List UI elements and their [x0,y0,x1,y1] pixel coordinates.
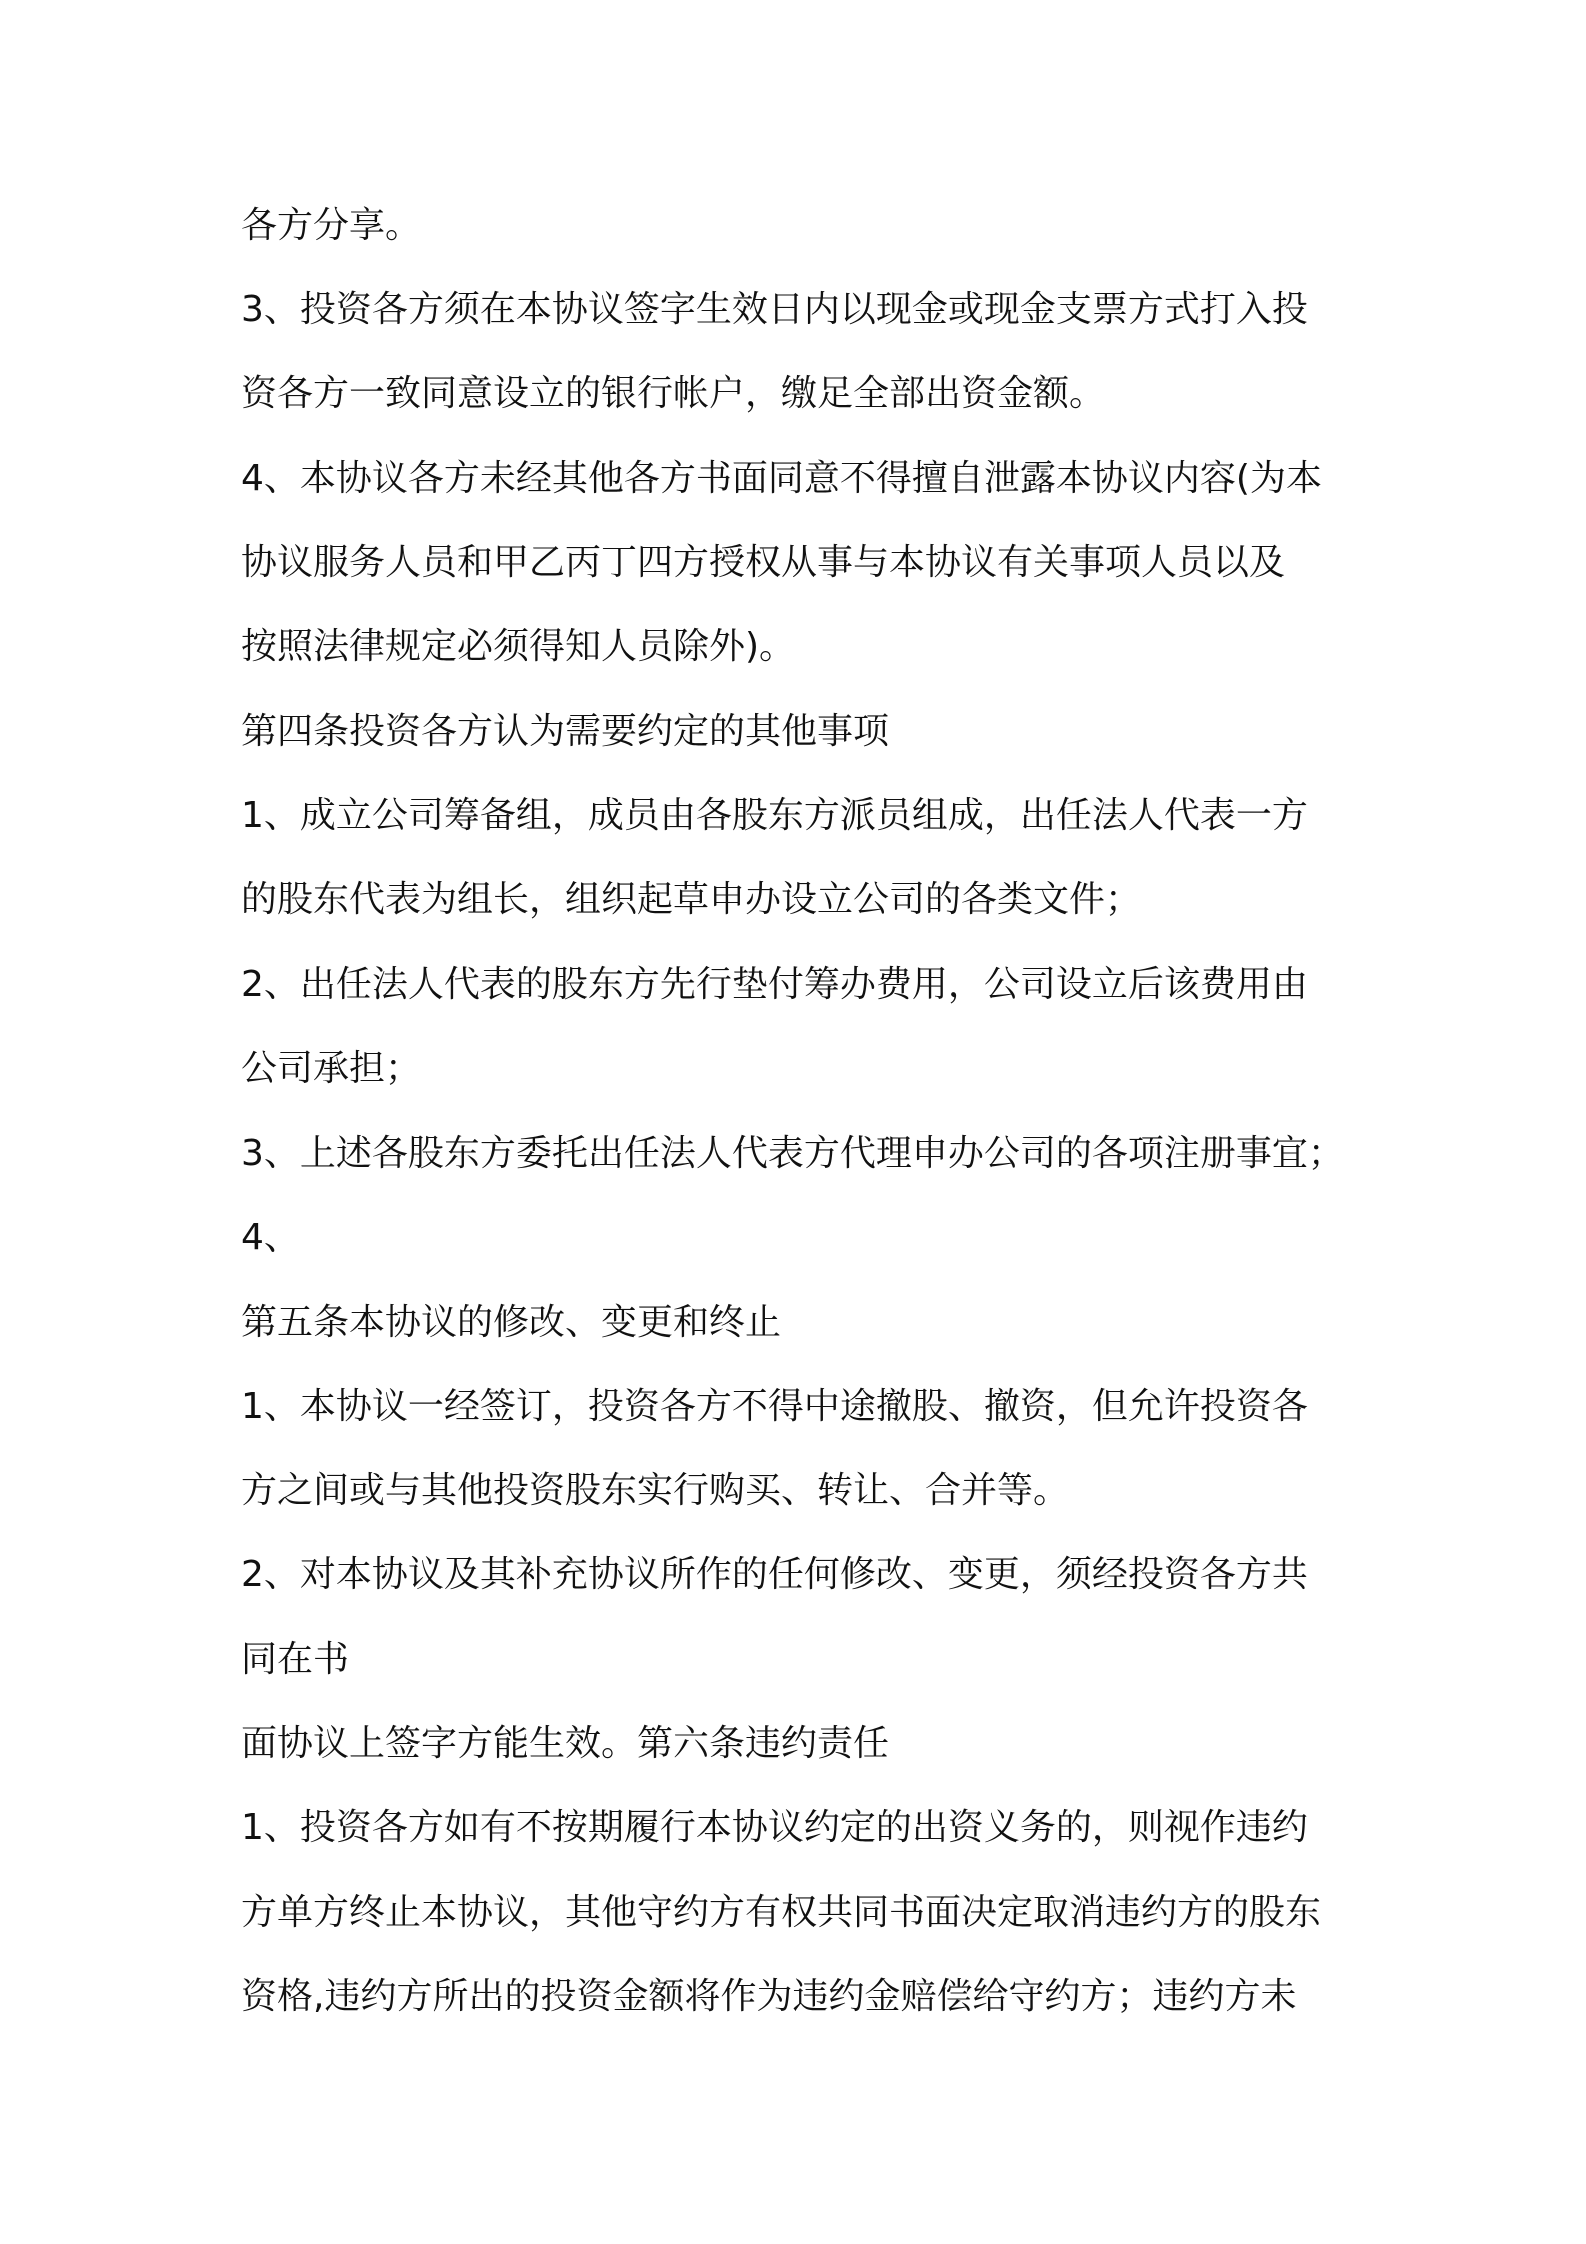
text-line: 协议服务人员和甲乙丙丁四方授权从事与本协议有关事项人员以及 [241,542,1286,583]
text-line: 4、 [241,1217,300,1258]
text-line: 3、上述各股东方委托出任法人代表方代理申办公司的各项注册事宜； [241,1133,1344,1174]
section-heading: 第四条投资各方认为需要约定的其他事项 [241,711,890,752]
text-line: 面协议上签字方能生效。第六条违约责任 [241,1723,890,1764]
text-line: 2、出任法人代表的股东方先行垫付筹办费用，公司设立后该费用由 [241,964,1308,1005]
text-line: 2、对本协议及其补充协议所作的任何修改、变更，须经投资各方共 [241,1554,1308,1595]
text-line: 4、本协议各方未经其他各方书面同意不得擅自泄露本协议内容(为本 [241,458,1322,499]
text-line: 公司承担； [241,1048,422,1089]
text-line: 各方分享。 [241,205,422,246]
text-line: 1、投资各方如有不按期履行本协议约定的出资义务的，则视作违约 [241,1807,1308,1848]
section-heading: 第五条本协议的修改、变更和终止 [241,1302,782,1343]
text-line: 方之间或与其他投资股东实行购买、转让、合并等。 [241,1470,1070,1511]
text-line: 方单方终止本协议，其他守约方有权共同书面决定取消违约方的股东 [241,1892,1322,1933]
text-line: 1、成立公司筹备组，成员由各股东方派员组成，出任法人代表一方 [241,795,1308,836]
text-line: 1、本协议一经签订，投资各方不得中途撤股、撤资，但允许投资各 [241,1386,1308,1427]
text-line: 3、投资各方须在本协议签字生效日内以现金或现金支票方式打入投 [241,289,1308,330]
text-line: 同在书 [241,1639,350,1680]
text-line: 按照法律规定必须得知人员除外)。 [241,626,796,667]
text-line: 资格,违约方所出的投资金额将作为违约金赔偿给守约方；违约方未 [241,1976,1297,2017]
text-line: 的股东代表为组长，组织起草申办设立公司的各类文件； [241,879,1142,920]
text-line: 资各方一致同意设立的银行帐户，缴足全部出资金额。 [241,373,1106,414]
